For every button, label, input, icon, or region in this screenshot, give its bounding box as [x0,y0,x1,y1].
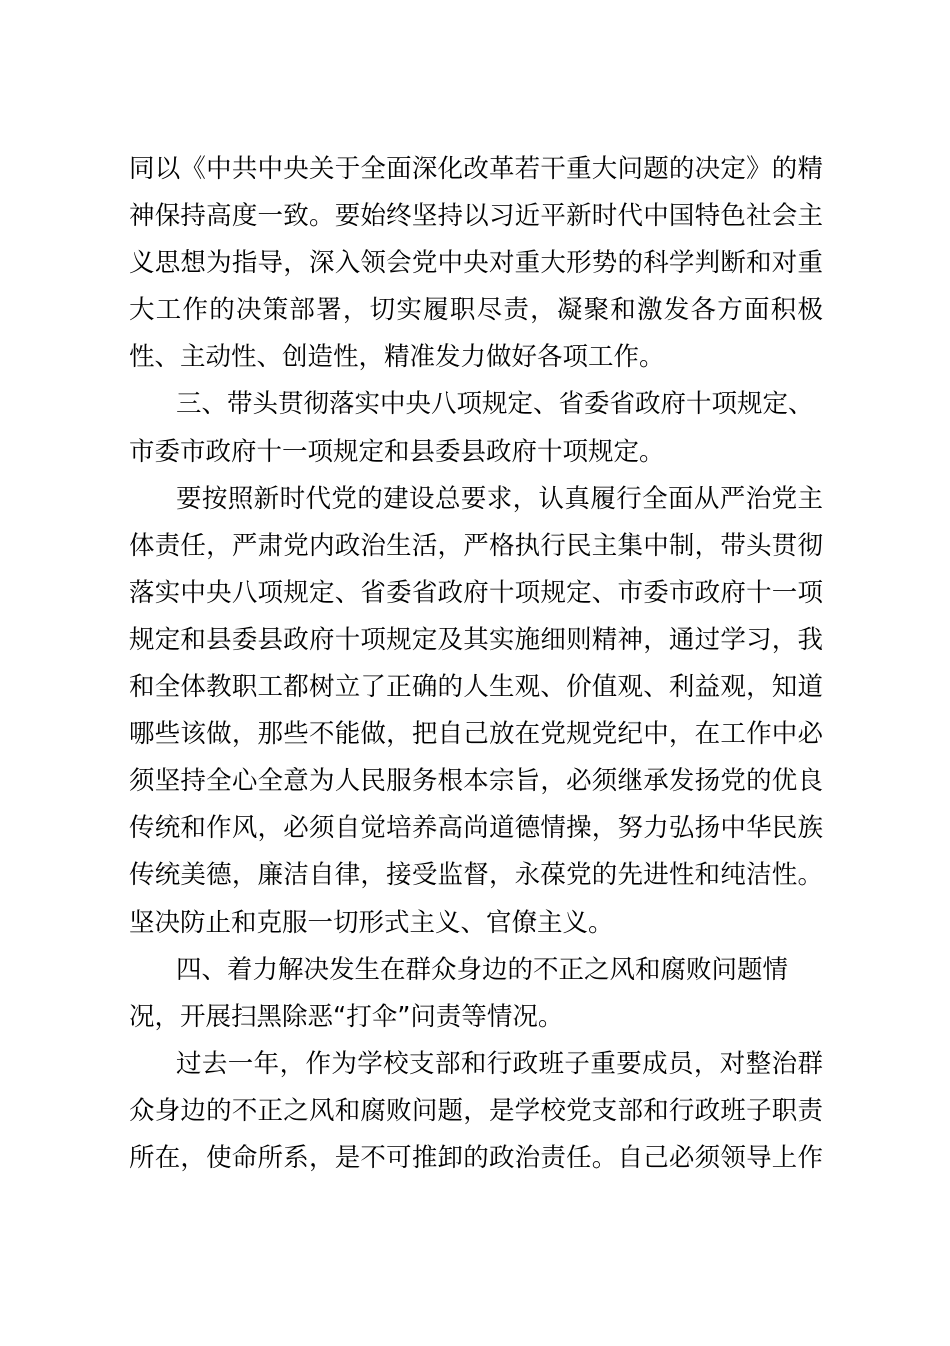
section-heading-line: 况，开展扫黑除恶“打伞”问责等情况。 [129,1001,564,1032]
section-heading-line: 四、着力解决发生在群众身边的不正之风和腐败问题情 [176,954,789,985]
text-line: 所在，使命所系，是不可推卸的政治责任。自己必须领导上作 [129,1142,823,1173]
text-line: 义思想为指导，深入领会党中央对重大形势的科学判断和对重 [129,248,823,279]
text-line: 规定和县委县政府十项规定及其实施细则精神，通过学习，我 [129,624,823,655]
section-heading-line: 市委市政府十一项规定和县委县政府十项规定。 [129,436,665,467]
text-line: 体责任，严肃党内政治生活，严格执行民主集中制，带头贯彻 [129,530,823,561]
text-line: 传统和作风，必须自觉培养高尚道德情操，努力弘扬中华民族 [129,813,823,844]
text-line: 大工作的决策部署，切实履职尽责，凝聚和激发各方面积极 [129,295,823,326]
text-line: 和全体教职工都树立了正确的人生观、价值观、利益观，知道 [129,672,823,703]
section-heading-line: 三、带头贯彻落实中央八项规定、省委省政府十项规定、 [176,389,814,420]
text-line: 须坚持全心全意为人民服务根本宗旨，必须继承发扬党的优良 [129,766,823,797]
text-line: 落实中央八项规定、省委省政府十项规定、市委市政府十一项 [129,577,823,608]
text-line: 哪些该做，那些不能做，把自己放在党规党纪中，在工作中必 [129,719,823,750]
text-line: 神保持高度一致。要始终坚持以习近平新时代中国特色社会主 [129,201,823,232]
text-line: 同以《中共中央关于全面深化改革若干重大问题的决定》的精 [129,154,823,184]
text-line: 性、主动性、创造性，精准发力做好各项工作。 [129,342,665,373]
text-line: 传统美德，廉洁自律，接受监督，永葆党的先进性和纯洁性。 [129,860,823,891]
document-body [129,146,823,1182]
text-line: 众身边的不正之风和腐败问题，是学校党支部和行政班子职责 [129,1095,823,1126]
text-line: 要按照新时代党的建设总要求，认真履行全面从严治党主 [176,483,823,514]
text-line: 坚决防止和克服一切形式主义、官僚主义。 [129,907,614,938]
text-line: 过去一年，作为学校支部和行政班子重要成员，对整治群 [176,1048,823,1079]
